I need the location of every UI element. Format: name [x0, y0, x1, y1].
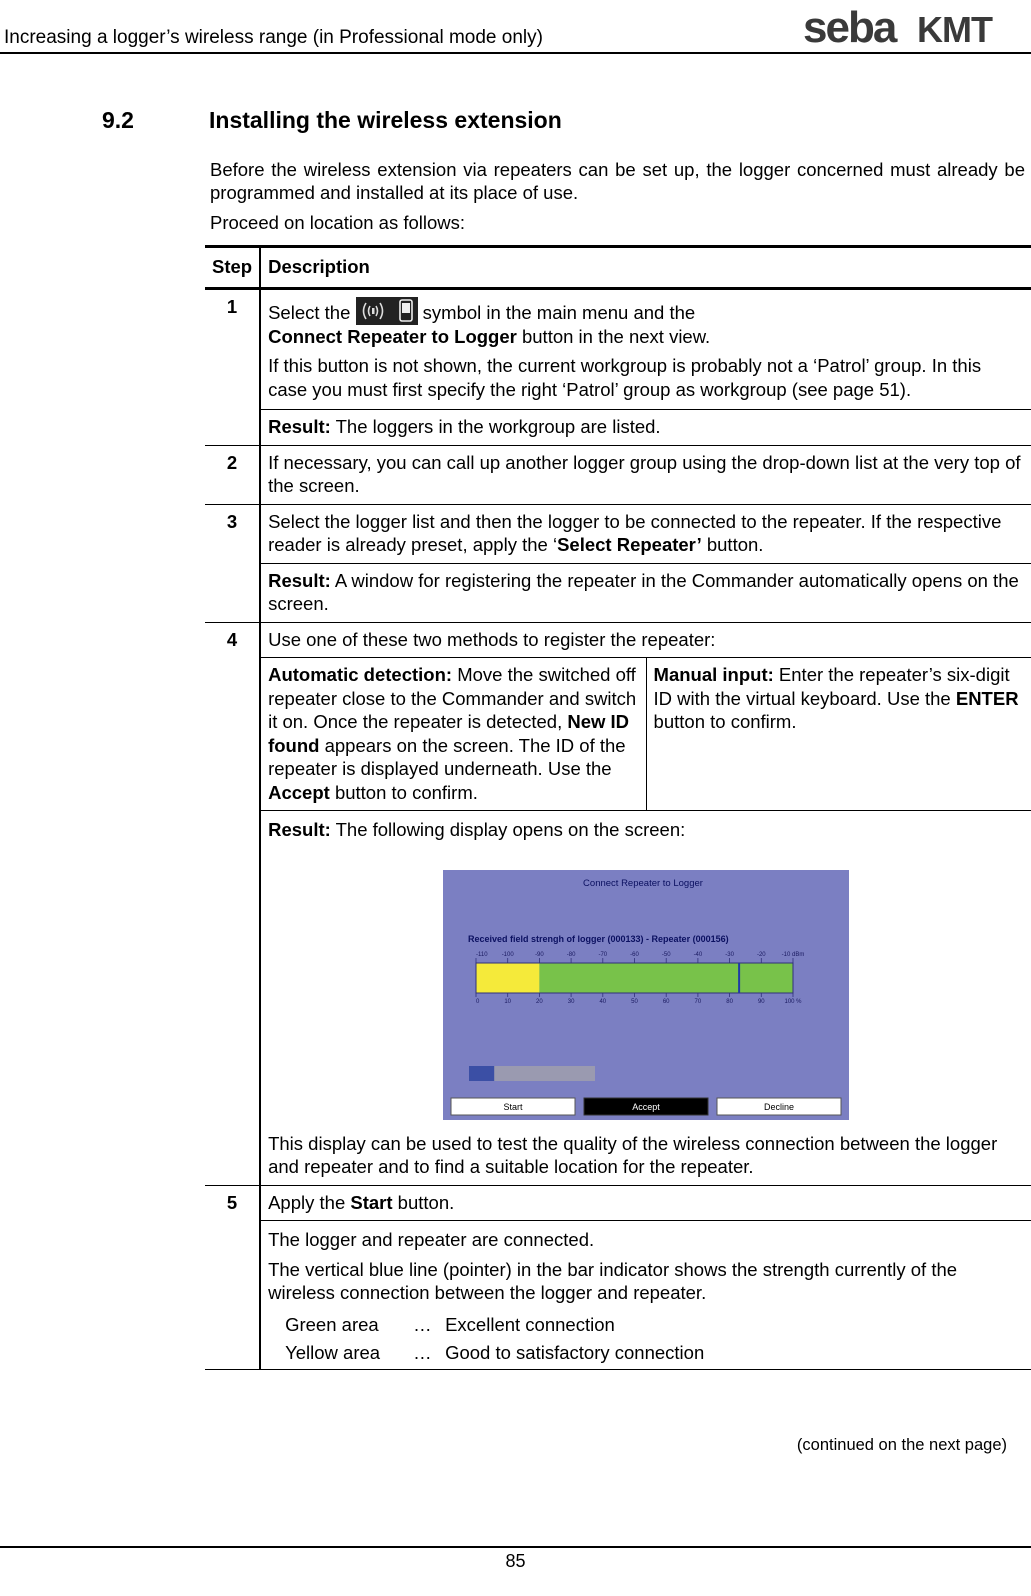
step1-text: Select the — [268, 301, 351, 323]
percent-tick-label: 80 — [726, 998, 733, 1005]
dbm-tick-label: -60 — [630, 951, 639, 958]
result-label: Result: — [268, 819, 331, 840]
methods-table — [261, 657, 1031, 810]
auto-text: button to confirm. — [334, 781, 478, 803]
auto-label: Automatic detection: — [268, 664, 453, 685]
step4-result — [261, 810, 1031, 1185]
legend-sep: … — [413, 1313, 432, 1335]
progress-fill — [469, 1066, 494, 1081]
manual-label: Manual input: — [653, 664, 774, 685]
percent-tick-label: 90 — [758, 998, 765, 1005]
dbm-tick-label: -100 — [501, 951, 514, 958]
percent-tick-label: 70 — [694, 998, 702, 1005]
step-description — [260, 622, 1031, 1185]
continued-note: (continued on the next page) — [796, 1436, 1007, 1454]
step-number: 1 — [205, 288, 260, 445]
signal-pointer — [738, 963, 740, 993]
section-title: Installing the wireless extension — [209, 107, 562, 133]
header-title: Increasing a logger’s wireless range (in Professional mode only) — [4, 27, 543, 48]
dbm-tick-label: -70 — [598, 951, 608, 958]
result-text: A window for registering the repeater in the Commander automatically opens on the screen. — [268, 569, 1019, 614]
page-number: 85 — [505, 1551, 526, 1571]
accept-label: Accept — [268, 781, 330, 803]
table-header-row — [205, 247, 1031, 289]
percent-tick-label: 20 — [536, 998, 543, 1005]
select-repeater-label: Select Repeater’ — [557, 534, 702, 555]
commander-screenshot — [443, 870, 849, 1120]
table-row — [205, 504, 1031, 622]
table-row — [205, 445, 1031, 504]
legend-desc: Good to satisfactory connection — [445, 1341, 705, 1363]
percent-tick-label: 30 — [567, 998, 575, 1005]
manual-text: Enter the repeater’s six-digit ID with the virtual keyboard. Use the — [653, 664, 1010, 709]
sebakmt-logo — [803, 6, 1025, 48]
footer-rule — [0, 1546, 1031, 1548]
green-bar-segment — [539, 963, 793, 993]
legend-desc: Excellent connection — [445, 1313, 615, 1335]
dbm-tick-label: -110 — [476, 951, 488, 958]
table-row — [205, 1185, 1031, 1369]
step3-text: button. — [706, 534, 764, 555]
legend-area: Green area — [285, 1313, 379, 1335]
screen-subtitle: Received field strengh of logger (000133) - Repeater (000156) — [468, 933, 729, 944]
step5-text: Apply the — [268, 1191, 346, 1213]
svg-text:seba: seba — [803, 6, 896, 48]
step3-text: Select the logger list and then the logger to be connected to the repeater. If the respective reader is already preset, apply the ‘ — [268, 510, 1002, 555]
percent-tick-label: 40 — [599, 998, 607, 1005]
step1-text: symbol in the main menu and the — [422, 301, 696, 323]
repeater-wireless-icon — [356, 297, 418, 325]
dbm-tick-label: -80 — [566, 951, 576, 958]
decline-button-label: Decline — [764, 1101, 795, 1112]
step-description: If necessary, you can call up another logger group using the drop-down list at the very top of the screen. — [260, 445, 1031, 504]
start-label: Start — [350, 1191, 393, 1213]
percent-tick-label: 100 % — [784, 998, 802, 1005]
step-description — [260, 1185, 1031, 1369]
percent-tick-label: 0 — [476, 998, 480, 1005]
new-id-found-label: New ID found — [268, 711, 630, 756]
start-button-label: Start — [503, 1101, 523, 1112]
result-text: The following display opens on the screen: — [335, 819, 686, 840]
column-header-description: Description — [260, 247, 1031, 289]
dbm-tick-label: -10 dBm — [781, 951, 805, 958]
step-number: 3 — [205, 504, 260, 622]
automatic-detection-cell — [261, 658, 646, 811]
screen-title: Connect Repeater to Logger — [583, 877, 703, 889]
intro-proceed: Proceed on location as follows: — [210, 212, 466, 233]
section-heading — [102, 107, 562, 134]
step5-connected: The logger and repeater are connected. — [268, 1229, 595, 1250]
step4-intro: Use one of these two methods to register the repeater: — [268, 628, 716, 650]
step-description — [260, 504, 1031, 622]
dbm-tick-label: -50 — [661, 951, 671, 958]
legend-row-green — [268, 1311, 1024, 1339]
step1-note: If this button is not shown, the current workgroup is probably not a ‘Patrol’ group. In this case you must first specify the right ‘Patrol’ group as workgroup (see page 51). — [268, 355, 982, 400]
auto-text: appears on the screen. The ID of the repeater is displayed underneath. Use the — [268, 734, 626, 779]
page-header — [0, 0, 1031, 54]
legend-row-yellow — [268, 1339, 1024, 1367]
start-button[interactable] — [451, 1098, 575, 1115]
percent-tick-label: 60 — [662, 998, 670, 1005]
dbm-tick-label: -30 — [725, 951, 734, 958]
legend-sep: … — [413, 1341, 432, 1363]
step1-result — [261, 409, 1031, 445]
result-label: Result: — [268, 569, 331, 591]
dbm-tick-label: -20 — [757, 951, 766, 958]
dbm-tick-label: -90 — [535, 951, 544, 958]
manual-input-cell — [646, 658, 1031, 811]
dbm-tick-label: -40 — [693, 951, 703, 958]
svg-text:KMT: KMT — [917, 9, 992, 48]
accept-button[interactable] — [584, 1098, 708, 1115]
connect-repeater-label: Connect Repeater to Logger — [268, 325, 517, 347]
step-description — [260, 288, 1031, 445]
color-legend — [268, 1311, 1024, 1367]
step-number: 2 — [205, 445, 260, 504]
legend-area: Yellow area — [285, 1341, 381, 1363]
step1-text: button in the next view. — [521, 325, 711, 347]
table-row — [205, 288, 1031, 445]
step3-result — [261, 563, 1031, 622]
table-row — [205, 622, 1031, 1185]
result-label: Result: — [268, 416, 331, 437]
step4-after-text: This display can be used to test the quality of the wireless connection between the logger and repeater and to find a suitable location for the repeater. — [268, 1132, 998, 1177]
step-number: 5 — [205, 1185, 260, 1369]
auto-text: Move the switched off repeater close to the Commander and switch it on. Once the repeater is detected, — [268, 664, 637, 732]
column-header-step: Step — [205, 247, 260, 289]
section-number: 9.2 — [102, 107, 134, 133]
yellow-bar-segment — [476, 963, 539, 993]
enter-label: ENTER — [955, 687, 1019, 709]
percent-tick-label: 10 — [504, 998, 512, 1005]
intro-paragraph: Before the wireless extension via repeaters can be set up, the logger concerned must already be programmed and installed at its place of use. — [210, 159, 1025, 203]
accept-button-label: Accept — [632, 1101, 660, 1112]
percent-tick-label: 50 — [631, 998, 638, 1005]
step5-pointer-note: The vertical blue line (pointer) in the bar indicator shows the strength currently of the wireless connection between the logger and repeater. — [268, 1258, 958, 1303]
manual-text: button to confirm. — [653, 711, 797, 732]
steps-table — [205, 245, 1031, 1370]
screen-background — [443, 870, 849, 1120]
step-number: 4 — [205, 622, 260, 1185]
result-text: The loggers in the workgroup are listed. — [335, 416, 661, 437]
decline-button[interactable] — [717, 1098, 841, 1115]
step5-text: button. — [397, 1191, 455, 1213]
